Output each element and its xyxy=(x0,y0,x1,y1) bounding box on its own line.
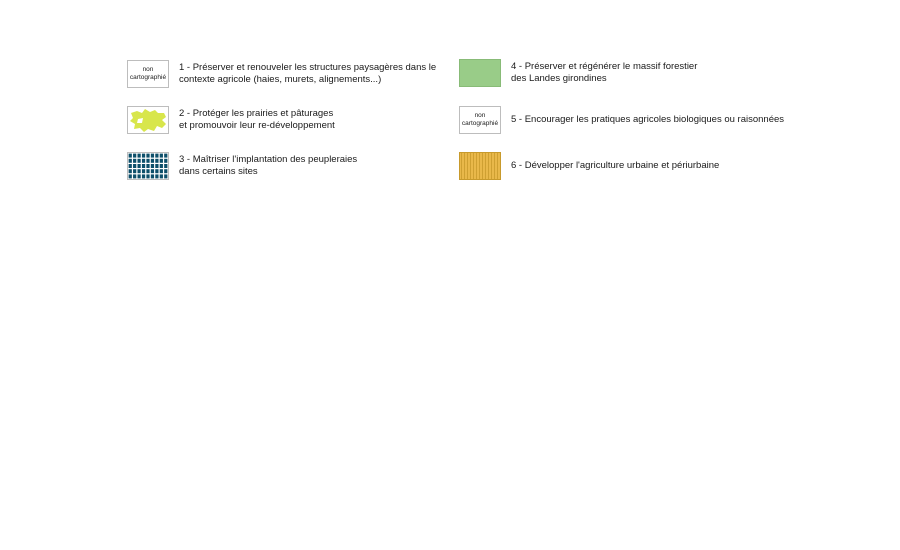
swatch-text: non xyxy=(474,112,486,119)
swatch-text: non xyxy=(142,66,154,73)
legend-label xyxy=(511,61,697,85)
legend-label xyxy=(511,160,719,172)
legend-label-line: contexte agricole (haies, murets, alignements...) xyxy=(179,74,382,85)
legend-label-line: des Landes girondines xyxy=(511,73,607,84)
non-cartographie-swatch xyxy=(127,60,169,88)
legend-label xyxy=(511,114,784,126)
legend-item-3 xyxy=(127,152,357,180)
legend-item-6 xyxy=(459,152,719,180)
urban-agriculture-swatch xyxy=(459,152,501,180)
prairie-blob-icon xyxy=(128,107,168,133)
legend-item-2 xyxy=(127,106,335,134)
dark-grid-icon xyxy=(128,153,168,179)
legend-label-line: dans certains sites xyxy=(179,166,258,177)
legend-item-5 xyxy=(459,106,784,134)
peupleraie-swatch xyxy=(127,152,169,180)
prairie-swatch xyxy=(127,106,169,134)
legend-label xyxy=(179,154,357,178)
swatch-text: cartographié xyxy=(461,120,499,127)
legend-label-line: 4 - Préserver et régénérer le massif forestier xyxy=(511,61,698,72)
legend-label-line: et promouvoir leur re-développement xyxy=(179,120,335,131)
swatch-text: cartographié xyxy=(129,74,167,81)
orange-stripes-icon xyxy=(460,153,500,179)
legend-item-1 xyxy=(127,60,436,88)
legend-label-line: 6 - Développer l'agriculture urbaine et périurbaine xyxy=(511,160,720,171)
legend-label xyxy=(179,108,335,132)
legend-label xyxy=(179,62,436,86)
forest-swatch xyxy=(459,59,501,87)
legend-item-4 xyxy=(459,59,697,87)
legend-label-line: 2 - Protéger les prairies et pâturages xyxy=(179,108,334,119)
legend-label-line: 1 - Préserver et renouveler les structures paysagères dans le xyxy=(179,62,437,73)
non-cartographie-swatch xyxy=(459,106,501,134)
legend-label-line: 5 - Encourager les pratiques agricoles biologiques ou raisonnées xyxy=(511,114,785,125)
legend-label-line: 3 - Maîtriser l'implantation des peupleraies xyxy=(179,154,358,165)
